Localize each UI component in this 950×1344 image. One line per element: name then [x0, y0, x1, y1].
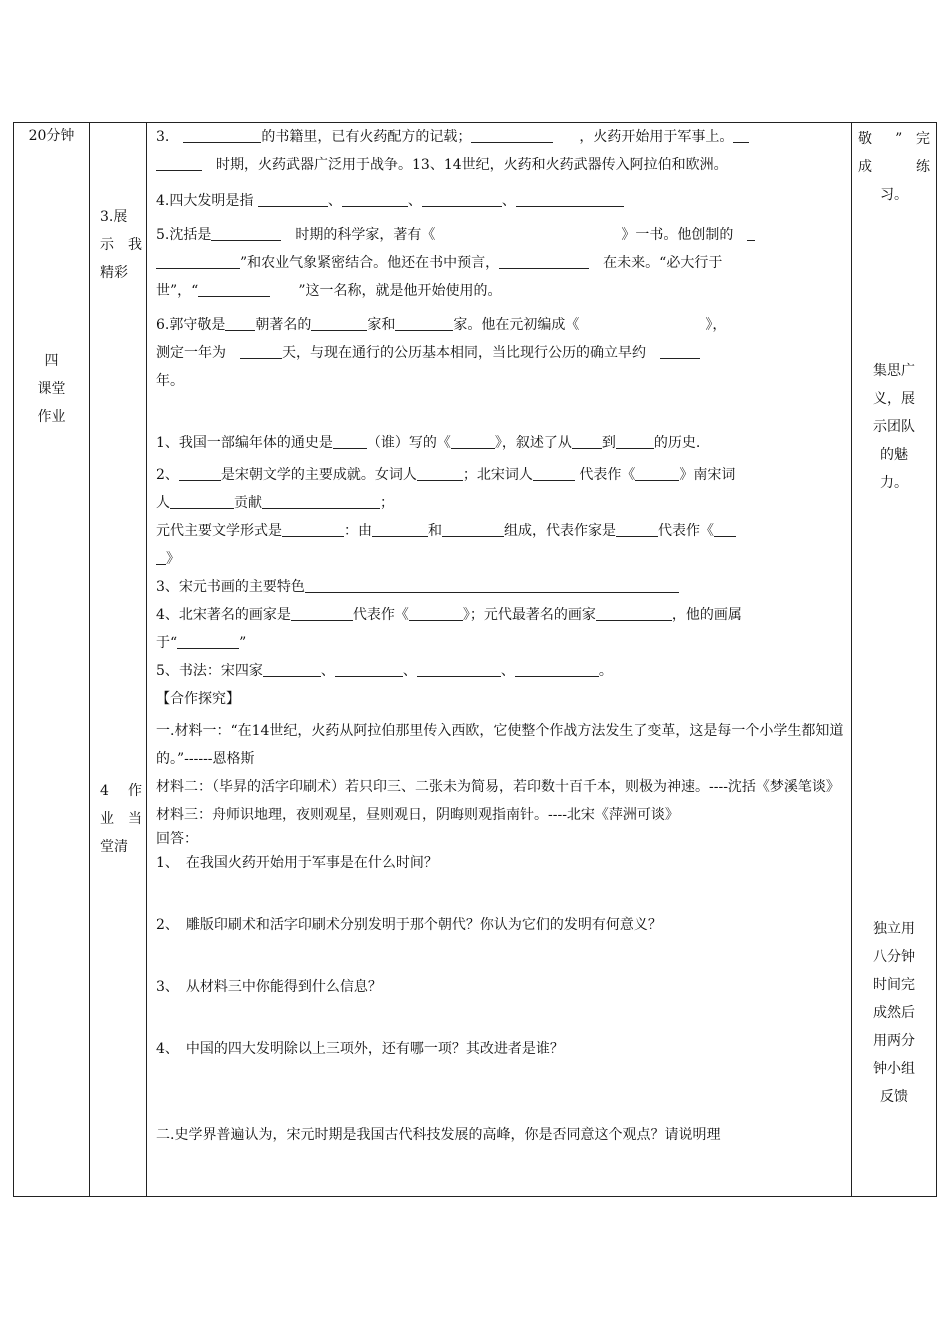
material-1: 一.材料一：“在14世纪，火药从阿拉伯那里传入西欧，它使整个作战方法发生了变革，这是每一个小学生都知道的。”------恩格斯	[156, 723, 844, 767]
question-3: 3. 的书籍里，已有火药配方的记载； ，火药开始用于军事上。 时期，火药武器广泛用于战争。13、14世纪，火药和火药武器传入阿拉伯和欧洲。	[156, 123, 844, 179]
question-6: 6.郭守敬是 朝著名的 家和 家。他在元初编成《 》， 测定一年为 天，与现在通行的公历基本相同，当比现行公历的确立早约 年。	[156, 311, 844, 395]
answer-label: 回答：	[156, 831, 198, 847]
homework-5: 5、书法：宋四家 、 、 、 。	[156, 657, 844, 685]
time-label: 20分钟	[28, 128, 75, 144]
material-3: 材料三：舟师识地理，夜则观星，昼则观日，阴晦则观指南针。----北宋《萍洲可谈》	[156, 807, 679, 823]
homework-1: 1、我国一部编年体的通史是 （谁）写的《 》，叙述了从 到 的历史.	[156, 429, 844, 457]
stage-homework: 4 作 业 当 堂清	[100, 783, 142, 855]
homework-4: 4、北宋著名的画家是 代表作《 》；元代最著名的画家 ，他的画属 于“ ”	[156, 601, 844, 657]
coop-title: 【合作探究】	[156, 691, 240, 707]
section-label: 四 课堂 作业	[37, 353, 66, 425]
note-team: 集思广 义，展 示团队 的魅 力。	[873, 363, 915, 491]
question-5: 5.沈括是 时期的科学家，著有《 》一书。他创制的 ”和农业气象紧密结合。他还在书中预言， 在未来。“必大行于 世”，“ ”这一名称，就是他开始使用的。	[156, 221, 844, 305]
stage-show: 3.展 示 我 精彩	[100, 209, 142, 281]
coop-question-4: 4、 中国的四大发明除以上三项外，还有哪一项？其改进者是谁？	[156, 1041, 564, 1057]
coop-question-last: 二.史学界普遍认为，宋元时期是我国古代科技发展的高峰，你是否同意这个观点？请说明理	[156, 1127, 721, 1143]
homework-3: 3、宋元书画的主要特色	[156, 573, 844, 601]
homework-2: 2、 是宋朝文学的主要成就。女词人 ；北宋词人 代表作《 》南宋词 人 贡献 ；	[156, 461, 844, 517]
notes-column	[852, 123, 937, 1197]
question-4: 4.四大发明是指 、 、 、	[156, 187, 844, 215]
material-2: 材料二：（毕昇的活字印刷术）若只印三、二张未为简易，若印数十百千本，则极为神速。----沈括《梦溪笔谈》	[156, 779, 840, 795]
lesson-table	[13, 122, 937, 1197]
note-independent: 独立用 八分钟 时间完 成然后 用两分 钟小组 反馈	[873, 921, 915, 1105]
time-column	[14, 123, 90, 1197]
note-practice: 敬 ” 完 成 练 习。	[858, 131, 930, 203]
coop-question-2: 2、 雕版印刷术和活字印刷术分别发明于那个朝代？你认为它们的发明有何意义？	[156, 917, 662, 933]
content-column	[147, 123, 852, 1197]
stage-column	[90, 123, 147, 1197]
homework-2b: 元代主要文学形式是 ：由 和 组成，代表作家是 代表作《 》	[156, 517, 844, 573]
coop-question-3: 3、 从材料三中你能得到什么信息？	[156, 979, 382, 995]
coop-question-1: 1、 在我国火药开始用于军事是在什么时间？	[156, 855, 438, 871]
